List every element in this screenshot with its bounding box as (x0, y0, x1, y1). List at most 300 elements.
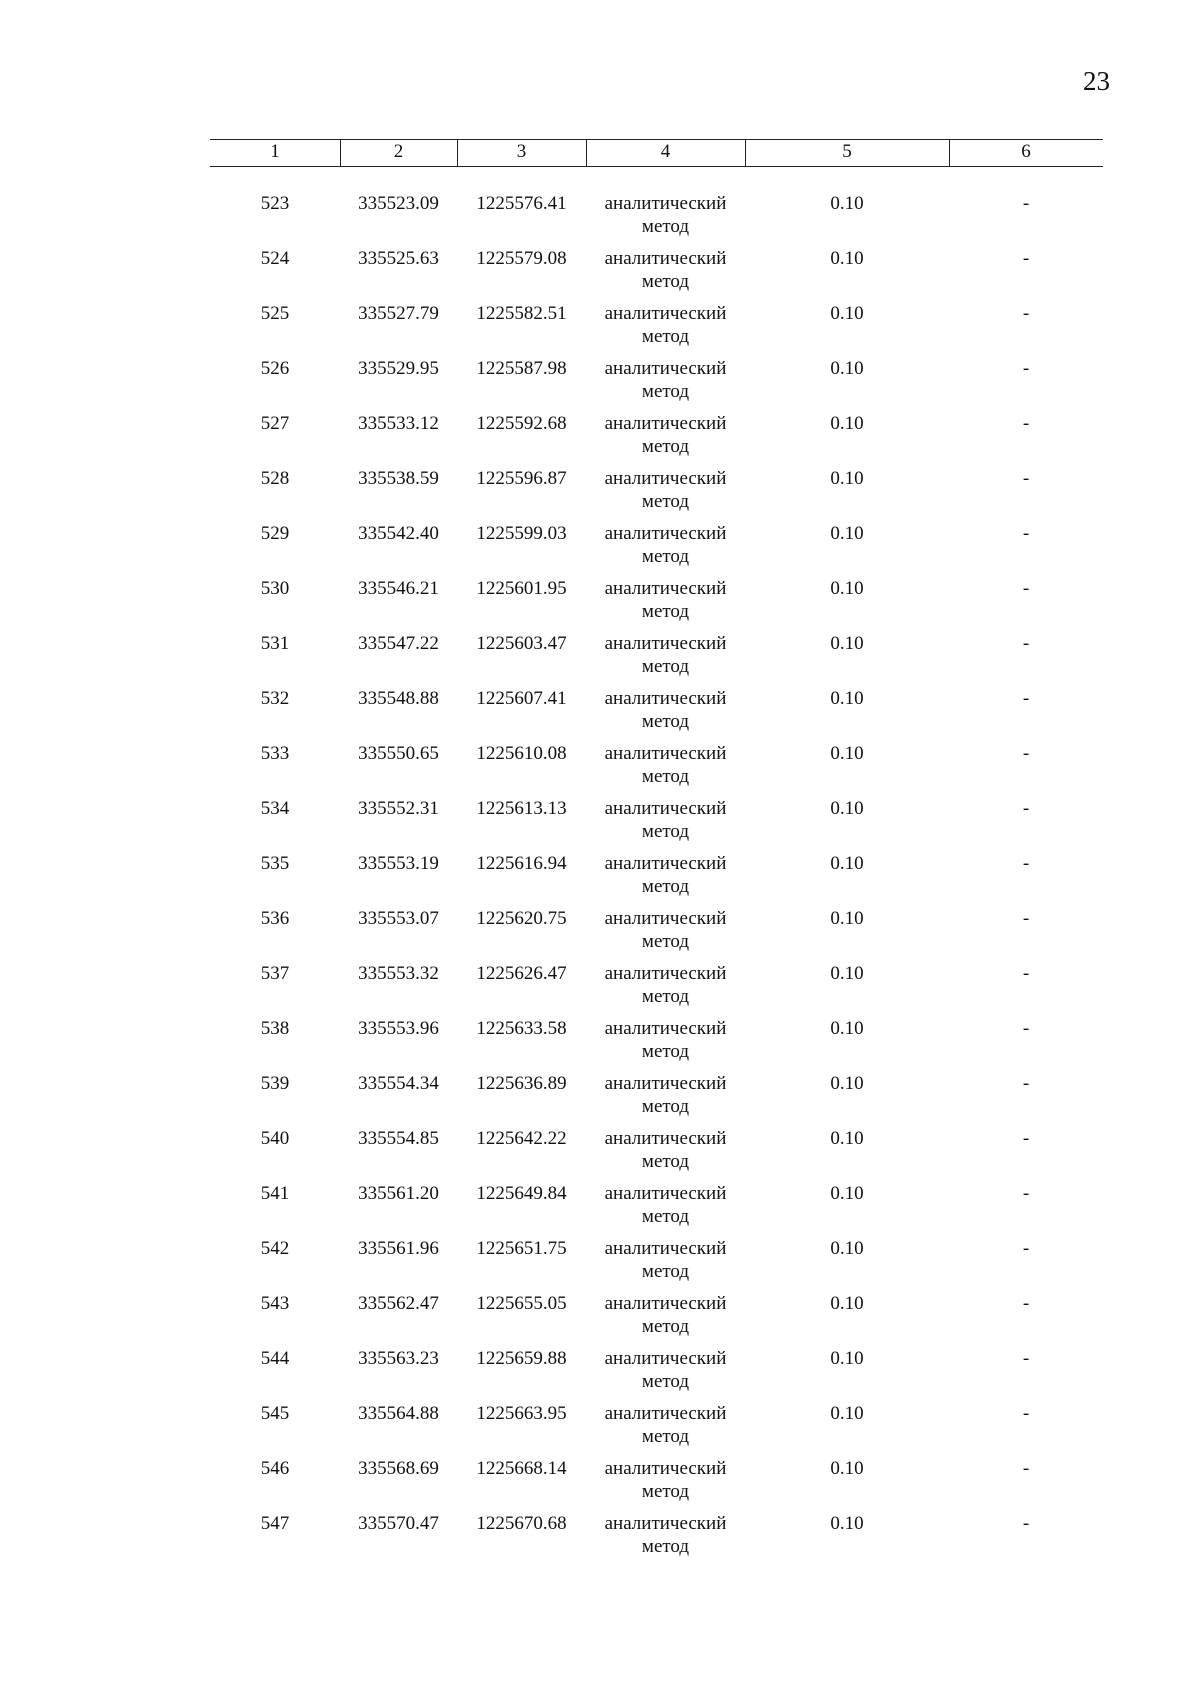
y-coordinate-cell (457, 192, 586, 215)
accuracy-cell (745, 1402, 949, 1425)
y-coordinate-cell-text: 1225607.41 (476, 688, 567, 709)
x-coordinate-cell-text: 335563.23 (358, 1348, 439, 1369)
header-col-1: 1 (270, 141, 280, 162)
y-coordinate-cell (457, 247, 586, 270)
method-cell-text: метод (641, 711, 690, 732)
method-cell-text: аналитический (604, 1073, 727, 1094)
accuracy-cell-text: 0.10 (830, 688, 864, 709)
y-coordinate-cell (457, 302, 586, 325)
accuracy-cell (745, 742, 949, 765)
point-number-cell-text: 528 (260, 468, 290, 489)
y-coordinate-cell (457, 1512, 586, 1535)
point-number-cell (210, 1457, 340, 1480)
y-coordinate-cell (457, 522, 586, 545)
note-cell-text: - (1022, 743, 1030, 764)
table-row (210, 1127, 1103, 1182)
accuracy-cell-text: 0.10 (830, 1238, 864, 1259)
table-row (210, 1402, 1103, 1457)
accuracy-cell-text: 0.10 (830, 413, 864, 434)
x-coordinate-cell-text: 335550.65 (358, 743, 439, 764)
note-cell-text: - (1022, 248, 1030, 269)
method-cell (586, 797, 745, 843)
method-cell-text: аналитический (604, 1018, 727, 1039)
header-col-6: 6 (1021, 141, 1031, 162)
method-cell-text: метод (641, 1481, 690, 1502)
method-cell-text: метод (641, 436, 690, 457)
note-cell (949, 467, 1103, 490)
x-coordinate-cell (340, 467, 457, 490)
method-cell (586, 577, 745, 623)
accuracy-cell (745, 1347, 949, 1370)
accuracy-cell (745, 522, 949, 545)
method-cell-text: метод (641, 1316, 690, 1337)
method-cell-text: аналитический (604, 1183, 727, 1204)
method-cell-text: аналитический (604, 578, 727, 599)
note-cell-text: - (1022, 963, 1030, 984)
note-cell (949, 357, 1103, 380)
accuracy-cell-text: 0.10 (830, 1293, 864, 1314)
accuracy-cell (745, 1457, 949, 1480)
method-cell (586, 247, 745, 293)
note-cell-text: - (1022, 1018, 1030, 1039)
x-coordinate-cell (340, 687, 457, 710)
note-cell-text: - (1022, 1128, 1030, 1149)
method-cell-text: аналитический (604, 1128, 727, 1149)
note-cell-text: - (1022, 1073, 1030, 1094)
point-number-cell-text: 523 (260, 193, 290, 214)
note-cell-text: - (1022, 413, 1030, 434)
x-coordinate-cell (340, 192, 457, 215)
note-cell (949, 522, 1103, 545)
point-number-cell (210, 852, 340, 875)
method-cell-text: метод (641, 1151, 690, 1172)
accuracy-cell (745, 247, 949, 270)
note-cell-text: - (1022, 1403, 1030, 1424)
method-cell (586, 302, 745, 348)
point-number-cell-text: 547 (260, 1513, 290, 1534)
point-number-cell-text: 530 (260, 578, 290, 599)
note-cell (949, 1347, 1103, 1370)
method-cell-text: аналитический (604, 358, 727, 379)
y-coordinate-cell (457, 1402, 586, 1425)
header-col-5: 5 (842, 141, 852, 162)
point-number-cell-text: 531 (260, 633, 290, 654)
table-row (210, 1292, 1103, 1347)
note-cell (949, 907, 1103, 930)
point-number-cell (210, 192, 340, 215)
accuracy-cell-text: 0.10 (830, 1018, 864, 1039)
method-cell (586, 1237, 745, 1283)
method-cell-text: аналитический (604, 248, 727, 269)
x-coordinate-cell (340, 1457, 457, 1480)
y-coordinate-cell-text: 1225663.95 (476, 1403, 567, 1424)
point-number-cell-text: 535 (260, 853, 290, 874)
accuracy-cell-text: 0.10 (830, 1403, 864, 1424)
method-cell-text: метод (641, 216, 690, 237)
note-cell-text: - (1022, 1458, 1030, 1479)
x-coordinate-cell (340, 302, 457, 325)
accuracy-cell (745, 467, 949, 490)
method-cell-text: метод (641, 656, 690, 677)
table-row (210, 1017, 1103, 1072)
method-cell-text: метод (641, 931, 690, 952)
method-cell-text: аналитический (604, 798, 727, 819)
header-col-4: 4 (660, 141, 671, 162)
point-number-cell-text: 533 (260, 743, 290, 764)
note-cell-text: - (1022, 358, 1030, 379)
note-cell-text: - (1022, 1183, 1030, 1204)
method-cell (586, 907, 745, 953)
accuracy-cell (745, 1072, 949, 1095)
accuracy-cell-text: 0.10 (830, 798, 864, 819)
note-cell (949, 797, 1103, 820)
note-cell (949, 1457, 1103, 1480)
note-cell (949, 852, 1103, 875)
note-cell-text: - (1022, 578, 1030, 599)
accuracy-cell-text: 0.10 (830, 853, 864, 874)
point-number-cell (210, 1182, 340, 1205)
x-coordinate-cell-text: 335542.40 (358, 523, 439, 544)
x-coordinate-cell (340, 632, 457, 655)
note-cell (949, 1182, 1103, 1205)
point-number-cell (210, 1512, 340, 1535)
table-row (210, 1457, 1103, 1512)
point-number-cell (210, 1347, 340, 1370)
accuracy-cell-text: 0.10 (830, 1183, 864, 1204)
point-number-cell-text: 538 (260, 1018, 290, 1039)
point-number-cell (210, 1127, 340, 1150)
point-number-cell (210, 577, 340, 600)
x-coordinate-cell-text: 335564.88 (358, 1403, 439, 1424)
point-number-cell (210, 1402, 340, 1425)
point-number-cell-text: 537 (260, 963, 290, 984)
method-cell-text: метод (641, 381, 690, 402)
y-coordinate-cell (457, 687, 586, 710)
y-coordinate-cell (457, 797, 586, 820)
method-cell-text: аналитический (604, 963, 727, 984)
table-row (210, 632, 1103, 687)
method-cell (586, 1512, 745, 1558)
point-number-cell-text: 534 (260, 798, 290, 819)
table-row (210, 247, 1103, 302)
method-cell (586, 1292, 745, 1338)
y-coordinate-cell (457, 357, 586, 380)
x-coordinate-cell-text: 335554.85 (358, 1128, 439, 1149)
table-row (210, 412, 1103, 467)
point-number-cell (210, 1017, 340, 1040)
note-cell (949, 1072, 1103, 1095)
y-coordinate-cell-text: 1225603.47 (476, 633, 567, 654)
y-coordinate-cell-text: 1225596.87 (476, 468, 567, 489)
method-cell (586, 632, 745, 678)
point-number-cell-text: 542 (260, 1238, 290, 1259)
x-coordinate-cell-text: 335529.95 (358, 358, 439, 379)
point-number-cell (210, 632, 340, 655)
table-row (210, 1237, 1103, 1292)
note-cell (949, 1127, 1103, 1150)
accuracy-cell (745, 1292, 949, 1315)
x-coordinate-cell (340, 1127, 457, 1150)
x-coordinate-cell (340, 1072, 457, 1095)
point-number-cell-text: 539 (260, 1073, 290, 1094)
accuracy-cell (745, 962, 949, 985)
y-coordinate-cell-text: 1225655.05 (476, 1293, 567, 1314)
method-cell-text: метод (641, 1206, 690, 1227)
note-cell (949, 1402, 1103, 1425)
accuracy-cell-text: 0.10 (830, 248, 864, 269)
method-cell-text: аналитический (604, 1293, 727, 1314)
point-number-cell-text: 527 (260, 413, 290, 434)
x-coordinate-cell-text: 335523.09 (358, 193, 439, 214)
accuracy-cell (745, 907, 949, 930)
method-cell (586, 1347, 745, 1393)
accuracy-cell-text: 0.10 (830, 1513, 864, 1534)
y-coordinate-cell (457, 632, 586, 655)
note-cell-text: - (1022, 853, 1030, 874)
point-number-cell (210, 687, 340, 710)
point-number-cell-text: 543 (260, 1293, 290, 1314)
table-row (210, 467, 1103, 522)
accuracy-cell (745, 1017, 949, 1040)
note-cell (949, 1237, 1103, 1260)
method-cell-text: аналитический (604, 633, 727, 654)
note-cell (949, 247, 1103, 270)
method-cell-text: метод (641, 821, 690, 842)
note-cell-text: - (1022, 1293, 1030, 1314)
accuracy-cell (745, 687, 949, 710)
y-coordinate-cell (457, 742, 586, 765)
x-coordinate-cell (340, 907, 457, 930)
note-cell-text: - (1022, 1348, 1030, 1369)
note-cell (949, 1292, 1103, 1315)
method-cell (586, 522, 745, 568)
x-coordinate-cell (340, 577, 457, 600)
accuracy-cell (745, 577, 949, 600)
accuracy-cell (745, 302, 949, 325)
note-cell-text: - (1022, 798, 1030, 819)
page-number: 23 (1083, 66, 1110, 96)
method-cell-text: метод (641, 546, 690, 567)
x-coordinate-cell-text: 335547.22 (358, 633, 439, 654)
y-coordinate-cell (457, 467, 586, 490)
x-coordinate-cell-text: 335525.63 (358, 248, 439, 269)
note-cell (949, 687, 1103, 710)
point-number-cell-text: 524 (260, 248, 290, 269)
accuracy-cell-text: 0.10 (830, 1348, 864, 1369)
point-number-cell (210, 797, 340, 820)
method-cell-text: метод (641, 601, 690, 622)
method-cell-text: аналитический (604, 743, 727, 764)
table-row (210, 687, 1103, 742)
table-row (210, 797, 1103, 852)
point-number-cell (210, 1292, 340, 1315)
accuracy-cell (745, 1127, 949, 1150)
note-cell-text: - (1022, 688, 1030, 709)
table-row (210, 1512, 1103, 1567)
point-number-cell-text: 545 (260, 1403, 290, 1424)
y-coordinate-cell-text: 1225616.94 (476, 853, 567, 874)
note-cell-text: - (1022, 303, 1030, 324)
method-cell-text: аналитический (604, 523, 727, 544)
x-coordinate-cell-text: 335553.07 (358, 908, 439, 929)
y-coordinate-cell (457, 1127, 586, 1150)
accuracy-cell-text: 0.10 (830, 633, 864, 654)
accuracy-cell-text: 0.10 (830, 908, 864, 929)
y-coordinate-cell (457, 907, 586, 930)
accuracy-cell (745, 1237, 949, 1260)
point-number-cell-text: 526 (260, 358, 290, 379)
accuracy-cell-text: 0.10 (830, 468, 864, 489)
x-coordinate-cell-text: 335561.96 (358, 1238, 439, 1259)
x-coordinate-cell-text: 335533.12 (358, 413, 439, 434)
x-coordinate-cell-text: 335553.19 (358, 853, 439, 874)
x-coordinate-cell-text: 335546.21 (358, 578, 439, 599)
point-number-cell (210, 907, 340, 930)
point-number-cell (210, 1237, 340, 1260)
accuracy-cell (745, 1182, 949, 1205)
x-coordinate-cell-text: 335527.79 (358, 303, 439, 324)
method-cell (586, 412, 745, 458)
y-coordinate-cell-text: 1225613.13 (476, 798, 567, 819)
x-coordinate-cell (340, 1182, 457, 1205)
method-cell-text: аналитический (604, 1513, 727, 1534)
method-cell-text: метод (641, 766, 690, 787)
table-header (210, 139, 1103, 167)
y-coordinate-cell (457, 1292, 586, 1315)
point-number-cell (210, 742, 340, 765)
y-coordinate-cell (457, 412, 586, 435)
x-coordinate-cell (340, 797, 457, 820)
accuracy-cell-text: 0.10 (830, 963, 864, 984)
table-row (210, 1347, 1103, 1402)
method-cell (586, 852, 745, 898)
point-number-cell-text: 529 (260, 523, 290, 544)
method-cell-text: метод (641, 1041, 690, 1062)
y-coordinate-cell-text: 1225601.95 (476, 578, 567, 599)
method-cell (586, 1457, 745, 1503)
x-coordinate-cell (340, 1512, 457, 1535)
point-number-cell (210, 467, 340, 490)
accuracy-cell-text: 0.10 (830, 1458, 864, 1479)
y-coordinate-cell-text: 1225576.41 (476, 193, 567, 214)
x-coordinate-cell-text: 335538.59 (358, 468, 439, 489)
method-cell (586, 1127, 745, 1173)
x-coordinate-cell-text: 335553.96 (358, 1018, 439, 1039)
table-body (210, 192, 1103, 1567)
method-cell-text: аналитический (604, 908, 727, 929)
accuracy-cell-text: 0.10 (830, 1128, 864, 1149)
point-number-cell-text: 540 (260, 1128, 290, 1149)
method-cell-text: метод (641, 1371, 690, 1392)
method-cell-text: аналитический (604, 1403, 727, 1424)
accuracy-cell (745, 797, 949, 820)
y-coordinate-cell-text: 1225649.84 (476, 1183, 567, 1204)
method-cell-text: метод (641, 986, 690, 1007)
accuracy-cell-text: 0.10 (830, 523, 864, 544)
y-coordinate-cell-text: 1225626.47 (476, 963, 567, 984)
y-coordinate-cell (457, 577, 586, 600)
note-cell (949, 632, 1103, 655)
point-number-cell (210, 962, 340, 985)
method-cell-text: аналитический (604, 1458, 727, 1479)
point-number-cell (210, 357, 340, 380)
method-cell-text: аналитический (604, 303, 727, 324)
accuracy-cell (745, 1512, 949, 1535)
point-number-cell (210, 247, 340, 270)
method-cell (586, 1402, 745, 1448)
x-coordinate-cell-text: 335561.20 (358, 1183, 439, 1204)
y-coordinate-cell (457, 1182, 586, 1205)
method-cell (586, 687, 745, 733)
x-coordinate-cell-text: 335554.34 (358, 1073, 439, 1094)
x-coordinate-cell-text: 335568.69 (358, 1458, 439, 1479)
method-cell (586, 1072, 745, 1118)
point-number-cell-text: 544 (260, 1348, 290, 1369)
method-cell (586, 1017, 745, 1063)
x-coordinate-cell (340, 1347, 457, 1370)
y-coordinate-cell (457, 852, 586, 875)
x-coordinate-cell-text: 335552.31 (358, 798, 439, 819)
table-row (210, 962, 1103, 1017)
y-coordinate-cell (457, 1237, 586, 1260)
accuracy-cell (745, 412, 949, 435)
method-cell (586, 467, 745, 513)
table-row (210, 522, 1103, 577)
method-cell-text: метод (641, 1261, 690, 1282)
method-cell (586, 192, 745, 238)
table-row (210, 577, 1103, 632)
method-cell-text: аналитический (604, 193, 727, 214)
point-number-cell-text: 541 (260, 1183, 290, 1204)
note-cell-text: - (1022, 633, 1030, 654)
y-coordinate-cell-text: 1225592.68 (476, 413, 567, 434)
note-cell (949, 302, 1103, 325)
x-coordinate-cell (340, 742, 457, 765)
note-cell-text: - (1022, 1238, 1030, 1259)
accuracy-cell (745, 632, 949, 655)
method-cell-text: метод (641, 1536, 690, 1557)
table-row (210, 302, 1103, 357)
method-cell-text: метод (641, 876, 690, 897)
method-cell-text: аналитический (604, 1348, 727, 1369)
x-coordinate-cell (340, 1017, 457, 1040)
y-coordinate-cell-text: 1225610.08 (476, 743, 567, 764)
note-cell-text: - (1022, 523, 1030, 544)
y-coordinate-cell-text: 1225670.68 (476, 1513, 567, 1534)
point-number-cell-text: 532 (260, 688, 290, 709)
table-row (210, 742, 1103, 797)
accuracy-cell-text: 0.10 (830, 743, 864, 764)
x-coordinate-cell-text: 335570.47 (358, 1513, 439, 1534)
note-cell (949, 192, 1103, 215)
y-coordinate-cell-text: 1225587.98 (476, 358, 567, 379)
y-coordinate-cell-text: 1225579.08 (476, 248, 567, 269)
header-col-3: 3 (516, 141, 527, 162)
point-number-cell (210, 522, 340, 545)
method-cell-text: метод (641, 326, 690, 347)
point-number-cell-text: 546 (260, 1458, 290, 1479)
table-row (210, 192, 1103, 247)
table-row (210, 1182, 1103, 1237)
note-cell-text: - (1022, 1513, 1030, 1534)
method-cell (586, 357, 745, 403)
y-coordinate-cell (457, 1457, 586, 1480)
accuracy-cell-text: 0.10 (830, 1073, 864, 1094)
point-number-cell-text: 525 (260, 303, 290, 324)
y-coordinate-cell (457, 962, 586, 985)
y-coordinate-cell-text: 1225651.75 (476, 1238, 567, 1259)
x-coordinate-cell (340, 522, 457, 545)
